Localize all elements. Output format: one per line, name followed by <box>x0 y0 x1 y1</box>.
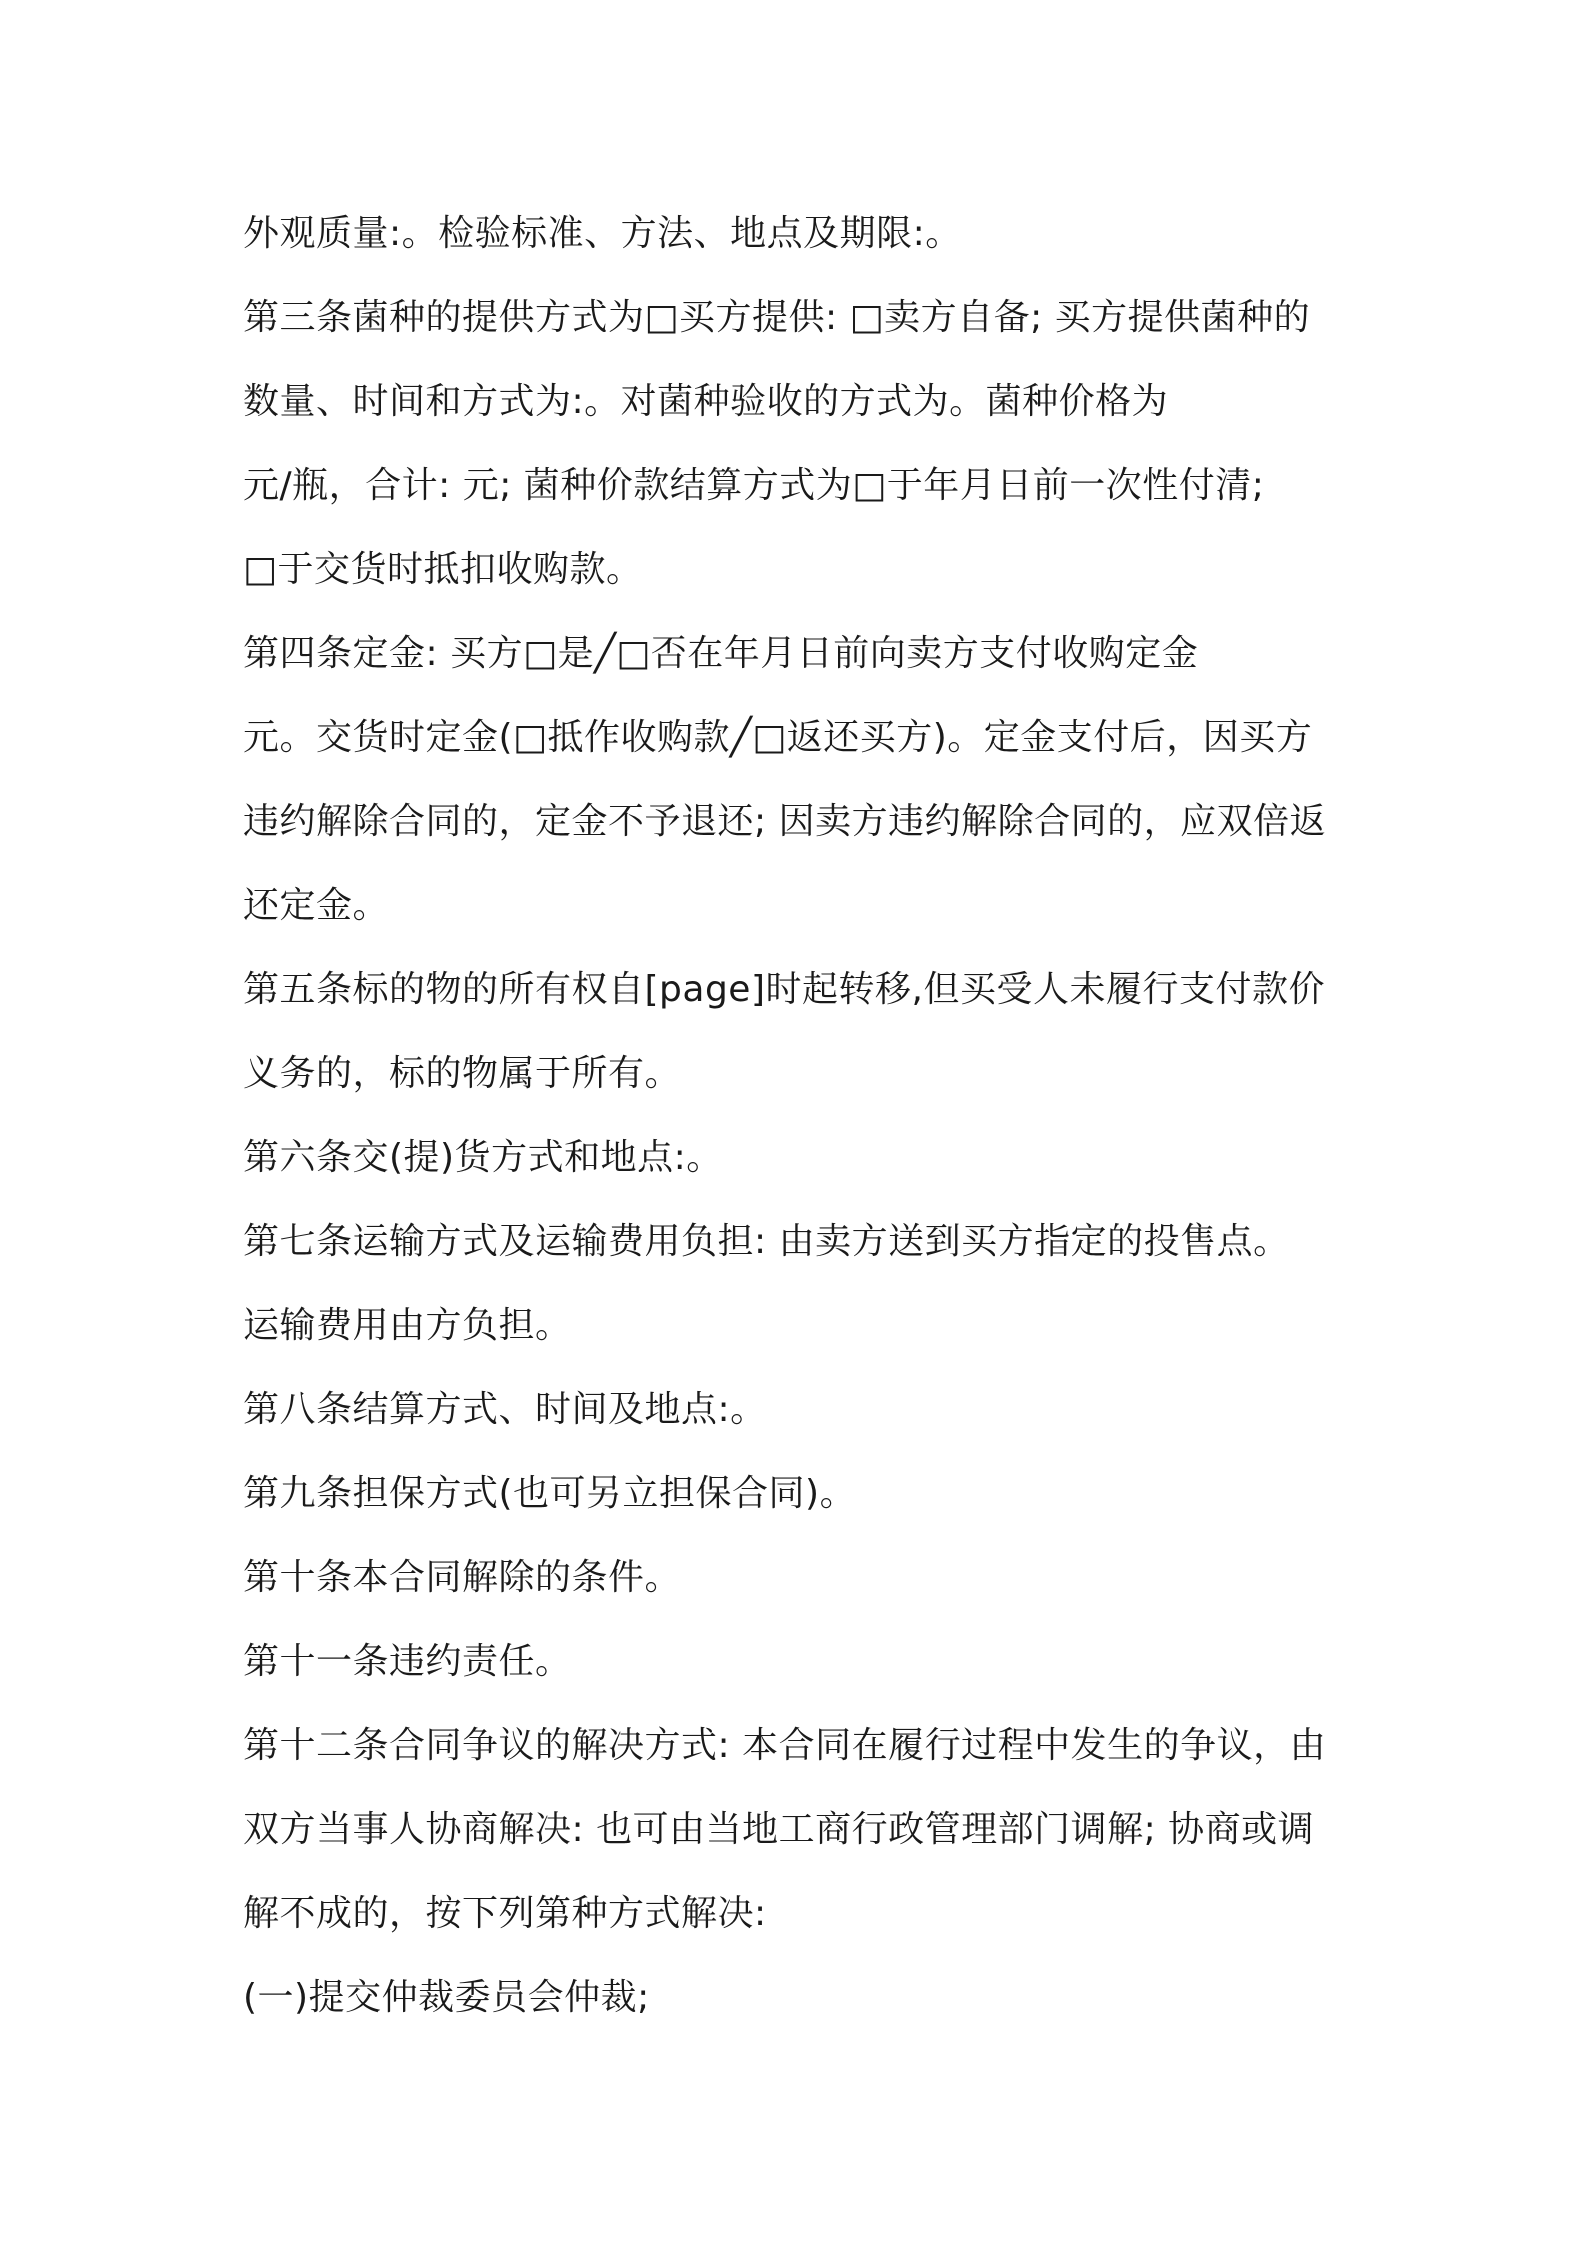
text-line: 第八条结算方式、时间及地点:。 <box>243 1389 767 1430</box>
text-line: 第五条标的物的所有权自[page]时起转移,但买受人未履行支付款价 <box>243 969 1325 1010</box>
text-line: 外观质量:。检验标准、方法、地点及期限:。 <box>243 213 962 254</box>
text-line: 运输费用由方负担。 <box>243 1305 572 1346</box>
text-line: 元。交货时定金(□抵作收购款╱□返还买方)。定金支付后，因买方 <box>243 717 1313 758</box>
text-line: 第四条定金: 买方□是╱□否在年月日前向卖方支付收购定金 <box>243 633 1199 674</box>
text-line: 还定金。 <box>243 885 390 926</box>
text-line: 数量、时间和方式为:。对菌种验收的方式为。菌种价格为 <box>243 381 1169 422</box>
text-line: 元/瓶，合计: 元; 菌种价款结算方式为□于年月日前一次性付清; <box>243 465 1265 506</box>
text-line: 第九条担保方式(也可另立担保合同)。 <box>243 1473 857 1514</box>
text-line: 第三条菌种的提供方式为□买方提供: □卖方自备; 买方提供菌种的 <box>243 297 1311 338</box>
document-body <box>243 192 1363 2040</box>
text-line: 第十条本合同解除的条件。 <box>243 1557 682 1598</box>
text-line: □于交货时抵扣收购款。 <box>243 549 643 590</box>
text-line: 第十一条违约责任。 <box>243 1641 572 1682</box>
text-line: 双方当事人协商解决: 也可由当地工商行政管理部门调解; 协商或调 <box>243 1809 1315 1850</box>
text-line: 义务的，标的物属于所有。 <box>243 1053 682 1094</box>
text-line: 第十二条合同争议的解决方式: 本合同在履行过程中发生的争议，由 <box>243 1725 1327 1766</box>
text-line: (一)提交仲裁委员会仲裁; <box>243 1977 650 2018</box>
text-line: 解不成的，按下列第种方式解决: <box>243 1893 767 1934</box>
text-line: 第七条运输方式及运输费用负担: 由卖方送到买方指定的投售点。 <box>243 1221 1290 1262</box>
text-line: 违约解除合同的，定金不予退还; 因卖方违约解除合同的，应双倍返 <box>243 801 1327 842</box>
text-line: 第六条交(提)货方式和地点:。 <box>243 1137 723 1178</box>
